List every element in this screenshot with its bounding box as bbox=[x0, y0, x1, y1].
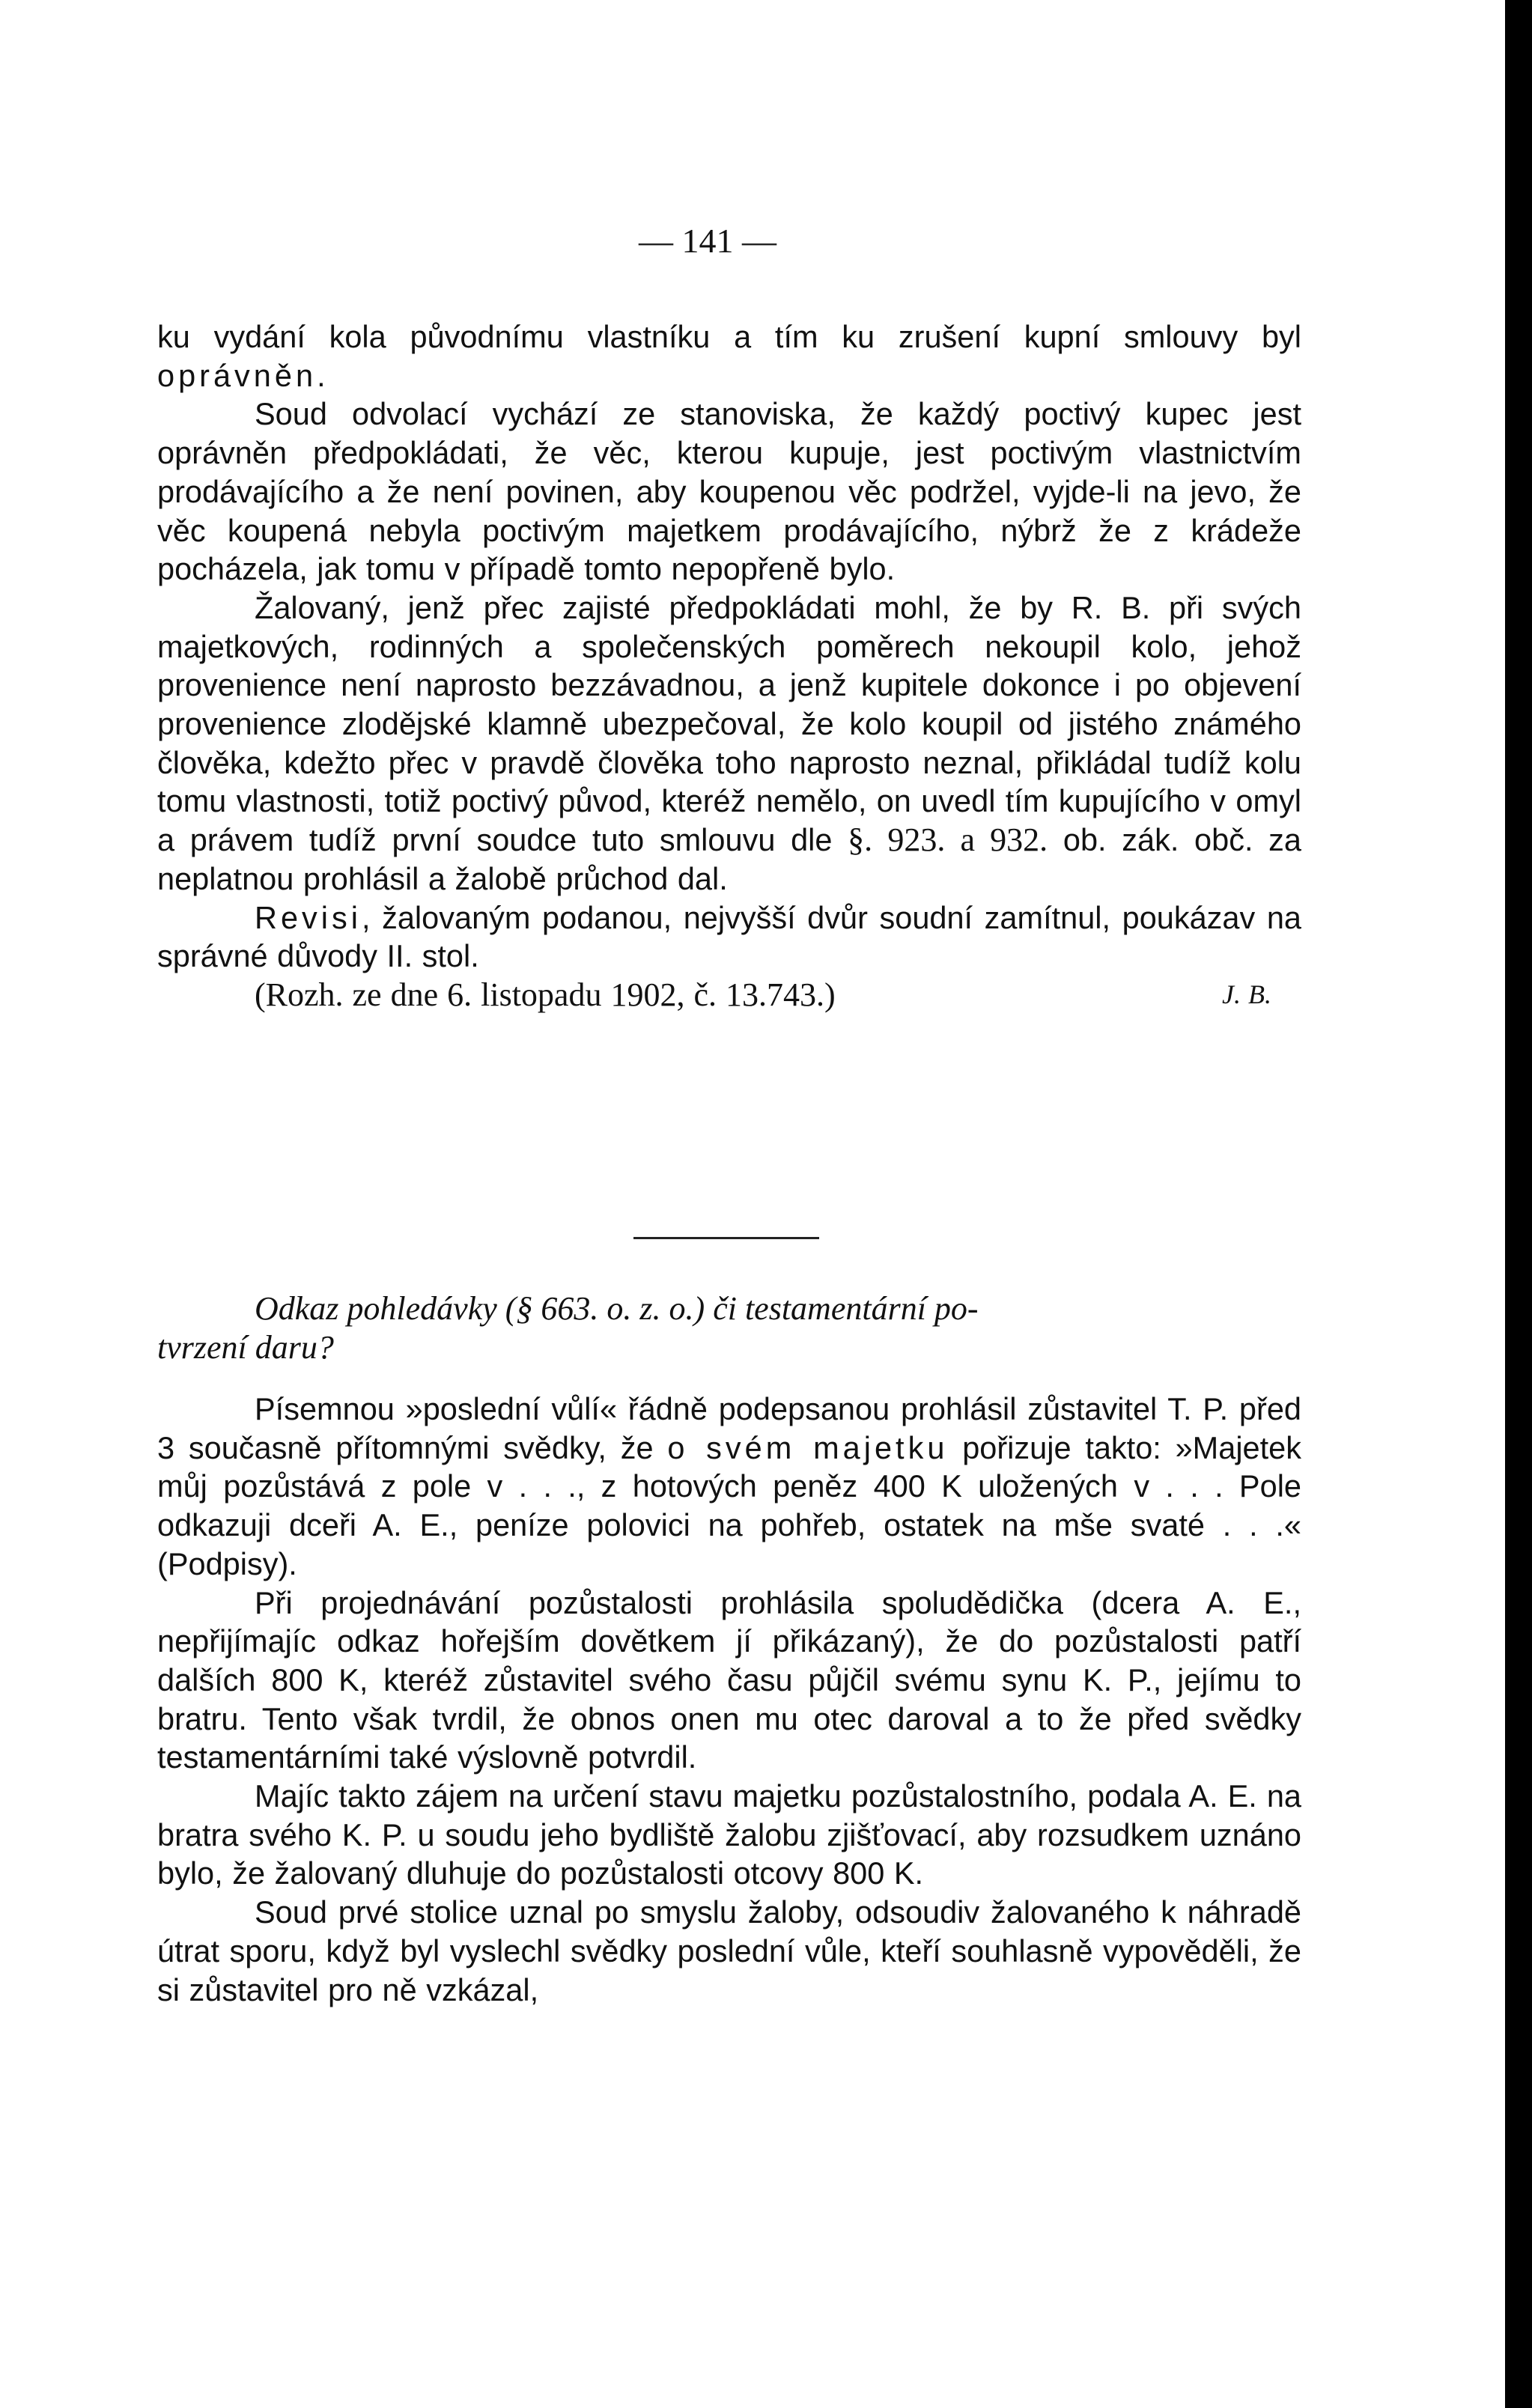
emphasis-o-svem-majetku: o svém majetku bbox=[667, 1429, 949, 1465]
paragraph-3-statute: §. 923. a 932. bbox=[848, 821, 1048, 859]
paragraph-5-end: pořizuje takto: »Majetek můj pozůstává z pole v . . ., z hotových peněz 400 K uložených v . . . Pole odkazuji dceři A. E., peníze polovici na pohřeb, ostatek na mše svaté . . .« (Podpisy). bbox=[157, 1429, 1301, 1581]
paragraph-2: Soud odvolací vychází ze stanoviska, že každý poctivý kupec jest oprávněn předpokládati, že věc, kterou kupuje, jest poctivým vlastnictvím prodávajícího a že není povinen, aby koupenou věc podržel, vyjde-li na jevo, že věc koupená nebyla poctivým majetkem prodávajícího, nýbrž že z krádeže pocházela, jak tomu v případě tomto nepopřeně bylo. bbox=[157, 396, 1301, 587]
paragraph-3 bbox=[157, 589, 1301, 899]
page-number: — 141 — bbox=[639, 222, 776, 260]
heading-line-1: Odkaz pohledávky (§ 663. o. z. o.) či testamentární po- bbox=[255, 1290, 979, 1327]
paragraph-8: Soud prvé stolice uznal po smyslu žaloby, odsoudiv žalovaného k náhradě útrat sporu, když byl vyslechl svědky poslední vůle, kteří souhlasně vypověděli, že si zůstavitel pro ně vzkázal, bbox=[157, 1894, 1301, 2007]
paragraph-4-text: , žalovaným podanou, nejvyšší dvůr soudní zamítnul, poukázav na správné důvody II. stol. bbox=[157, 899, 1301, 974]
paragraph-1 bbox=[157, 317, 1301, 395]
paragraph-5-text: Písemnou »poslední vůlí« řádně podepsanou prohlásil zůstavitel T. P. před 3 současně přítomnými svědky, že bbox=[157, 1391, 1301, 1465]
paragraph-7: Majíc takto zájem na určení stavu majetku pozůstalostního, podala A. E. na bratra svého K. P. u soudu jeho bydliště žalobu zjišťovací, aby rozsudkem uznáno bylo, že žalovaný dluhuje do pozůstalosti otcovy 800 K. bbox=[157, 1778, 1301, 1891]
section-divider bbox=[633, 1237, 819, 1239]
author-initials: J. B. bbox=[1222, 979, 1271, 1009]
heading-line-2: tvrzení daru? bbox=[157, 1329, 334, 1366]
paragraph-3-text: Žalovaný, jenž přec zajisté předpokládati mohl, že by R. B. při svých majetkových, rodinných a společenských poměrech nekoupil kolo, jehož provenience není naprosto bezzávadnou, a jenž kupitele dokonce i po objevení provenience zlodějské klamně ubezpečoval, že kolo koupil od jistého známého člověka, kdežto přec v pravdě člověka toho naprosto neznal, přikládal tudíž kolu tomu vlastnosti, totiž poctivý původ, kteréž nemělo, on uvedl tím kupujícího v omyl a právem tudíž první soudce tuto smlouvu dle bbox=[157, 589, 1301, 858]
citation-line bbox=[157, 976, 1301, 1015]
section-heading bbox=[157, 1289, 1301, 1367]
body-text-lower bbox=[157, 1390, 1301, 2009]
scan-border bbox=[1505, 0, 1532, 2408]
paragraph-1-end: . bbox=[317, 357, 326, 393]
emphasis-opravnen: oprávněn bbox=[157, 357, 317, 393]
emphasis-revisi: Revisi bbox=[255, 899, 362, 935]
paragraph-5 bbox=[157, 1390, 1301, 1584]
citation-text: (Rozh. ze dne 6. listopadu 1902, č. 13.743.) bbox=[255, 976, 836, 1013]
body-text-upper bbox=[157, 317, 1301, 1015]
paragraph-1-text: ku vydání kola původnímu vlastníku a tím ku zrušení kupní smlouvy byl bbox=[157, 319, 1301, 354]
paragraph-6: Při projednávání pozůstalosti prohlásila spoludědička (dcera A. E., nepřijímajíc odkaz hořejším dovětkem jí přikázaný), že do pozůstalosti patří dalších 800 K, kteréž zůstavitel svého času půjčil svému synu K. P., jejímu to bratru. Tento však tvrdil, že obnos onen mu otec daroval a to že před svědky testamentárními také výslovně potvrdil. bbox=[157, 1584, 1301, 1775]
paragraph-3-end: ob. zák. obč. za neplatnou prohlásil a žalobě průchod dal. bbox=[157, 822, 1301, 896]
paragraph-4 bbox=[157, 899, 1301, 976]
